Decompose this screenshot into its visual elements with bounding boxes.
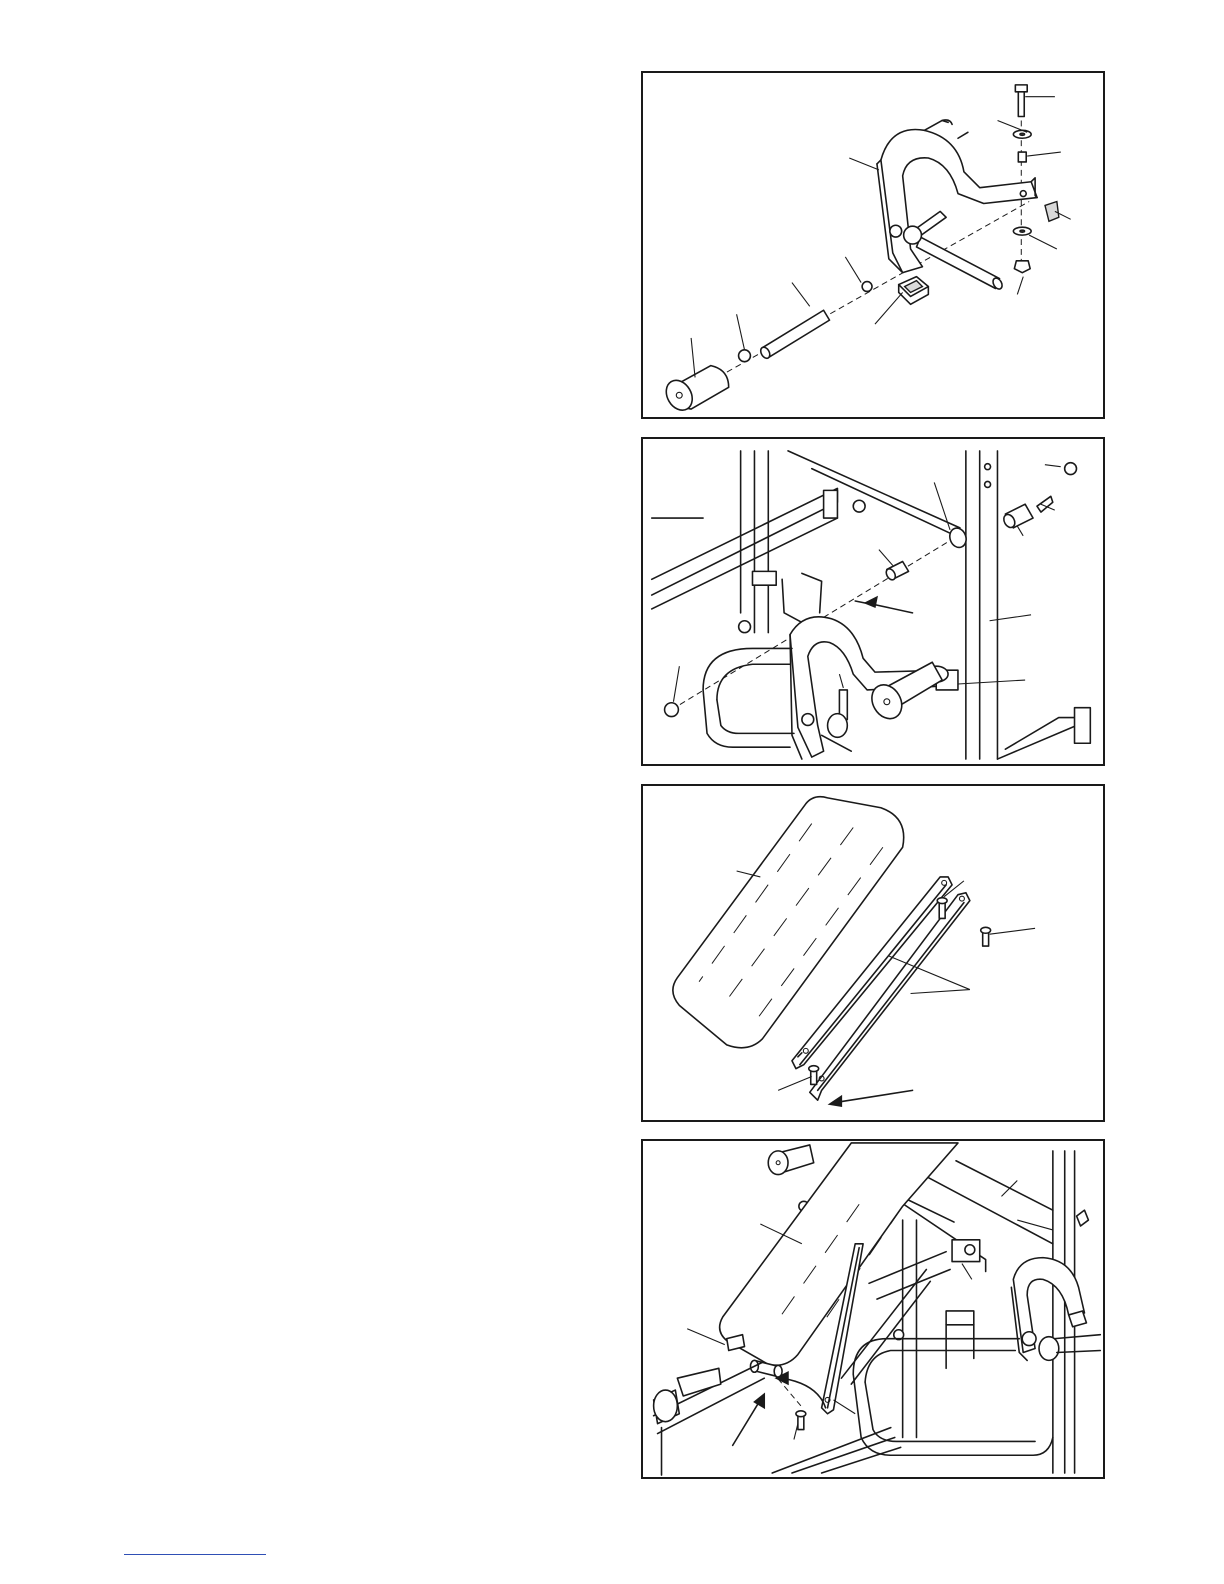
leg-lever-right (1011, 1210, 1100, 1360)
insert-arrows (733, 1372, 826, 1445)
roller-tube-part (759, 310, 830, 360)
leg-lever-installed (790, 617, 958, 759)
foam-roller-top (768, 1145, 813, 1211)
bushing-part (862, 282, 872, 292)
bushing-mid-part (884, 561, 908, 581)
figure-3-diagram (643, 786, 1103, 1120)
end-cap-part (739, 350, 751, 362)
rear-upright-frame (741, 451, 769, 633)
figure-3-backrest-assembly (641, 784, 1105, 1122)
footer-link-underline[interactable] (124, 1554, 266, 1555)
base-tube-left (703, 571, 794, 747)
base-frame (652, 518, 1091, 759)
figure-1-diagram (643, 73, 1103, 417)
washer-lubricant-icon (1037, 496, 1053, 512)
end-cap-top-part (1065, 463, 1077, 475)
figure-1-leg-lever-assembly (641, 71, 1105, 419)
top-crossbeam (652, 451, 960, 609)
leg-lever-frame (877, 120, 1037, 273)
backrest-pad-part (673, 797, 904, 1048)
figure-4-backrest-mounting (641, 1139, 1105, 1479)
bolt-stack-hardware (1013, 85, 1058, 273)
figure-1-leader-lines (691, 97, 1071, 378)
spacer-part (1002, 504, 1033, 529)
hinge-bolt-part (774, 1374, 806, 1429)
hole-orientation-arrow (830, 1090, 913, 1106)
square-end-cap-part (899, 277, 929, 305)
figure-2-diagram (643, 439, 1103, 764)
figure-4-diagram (643, 1141, 1103, 1477)
right-upright-frame (966, 451, 998, 759)
end-cap-left-part (665, 703, 679, 717)
figure-2-frame-attachment (641, 437, 1105, 766)
lubricate-arrow (855, 597, 912, 613)
